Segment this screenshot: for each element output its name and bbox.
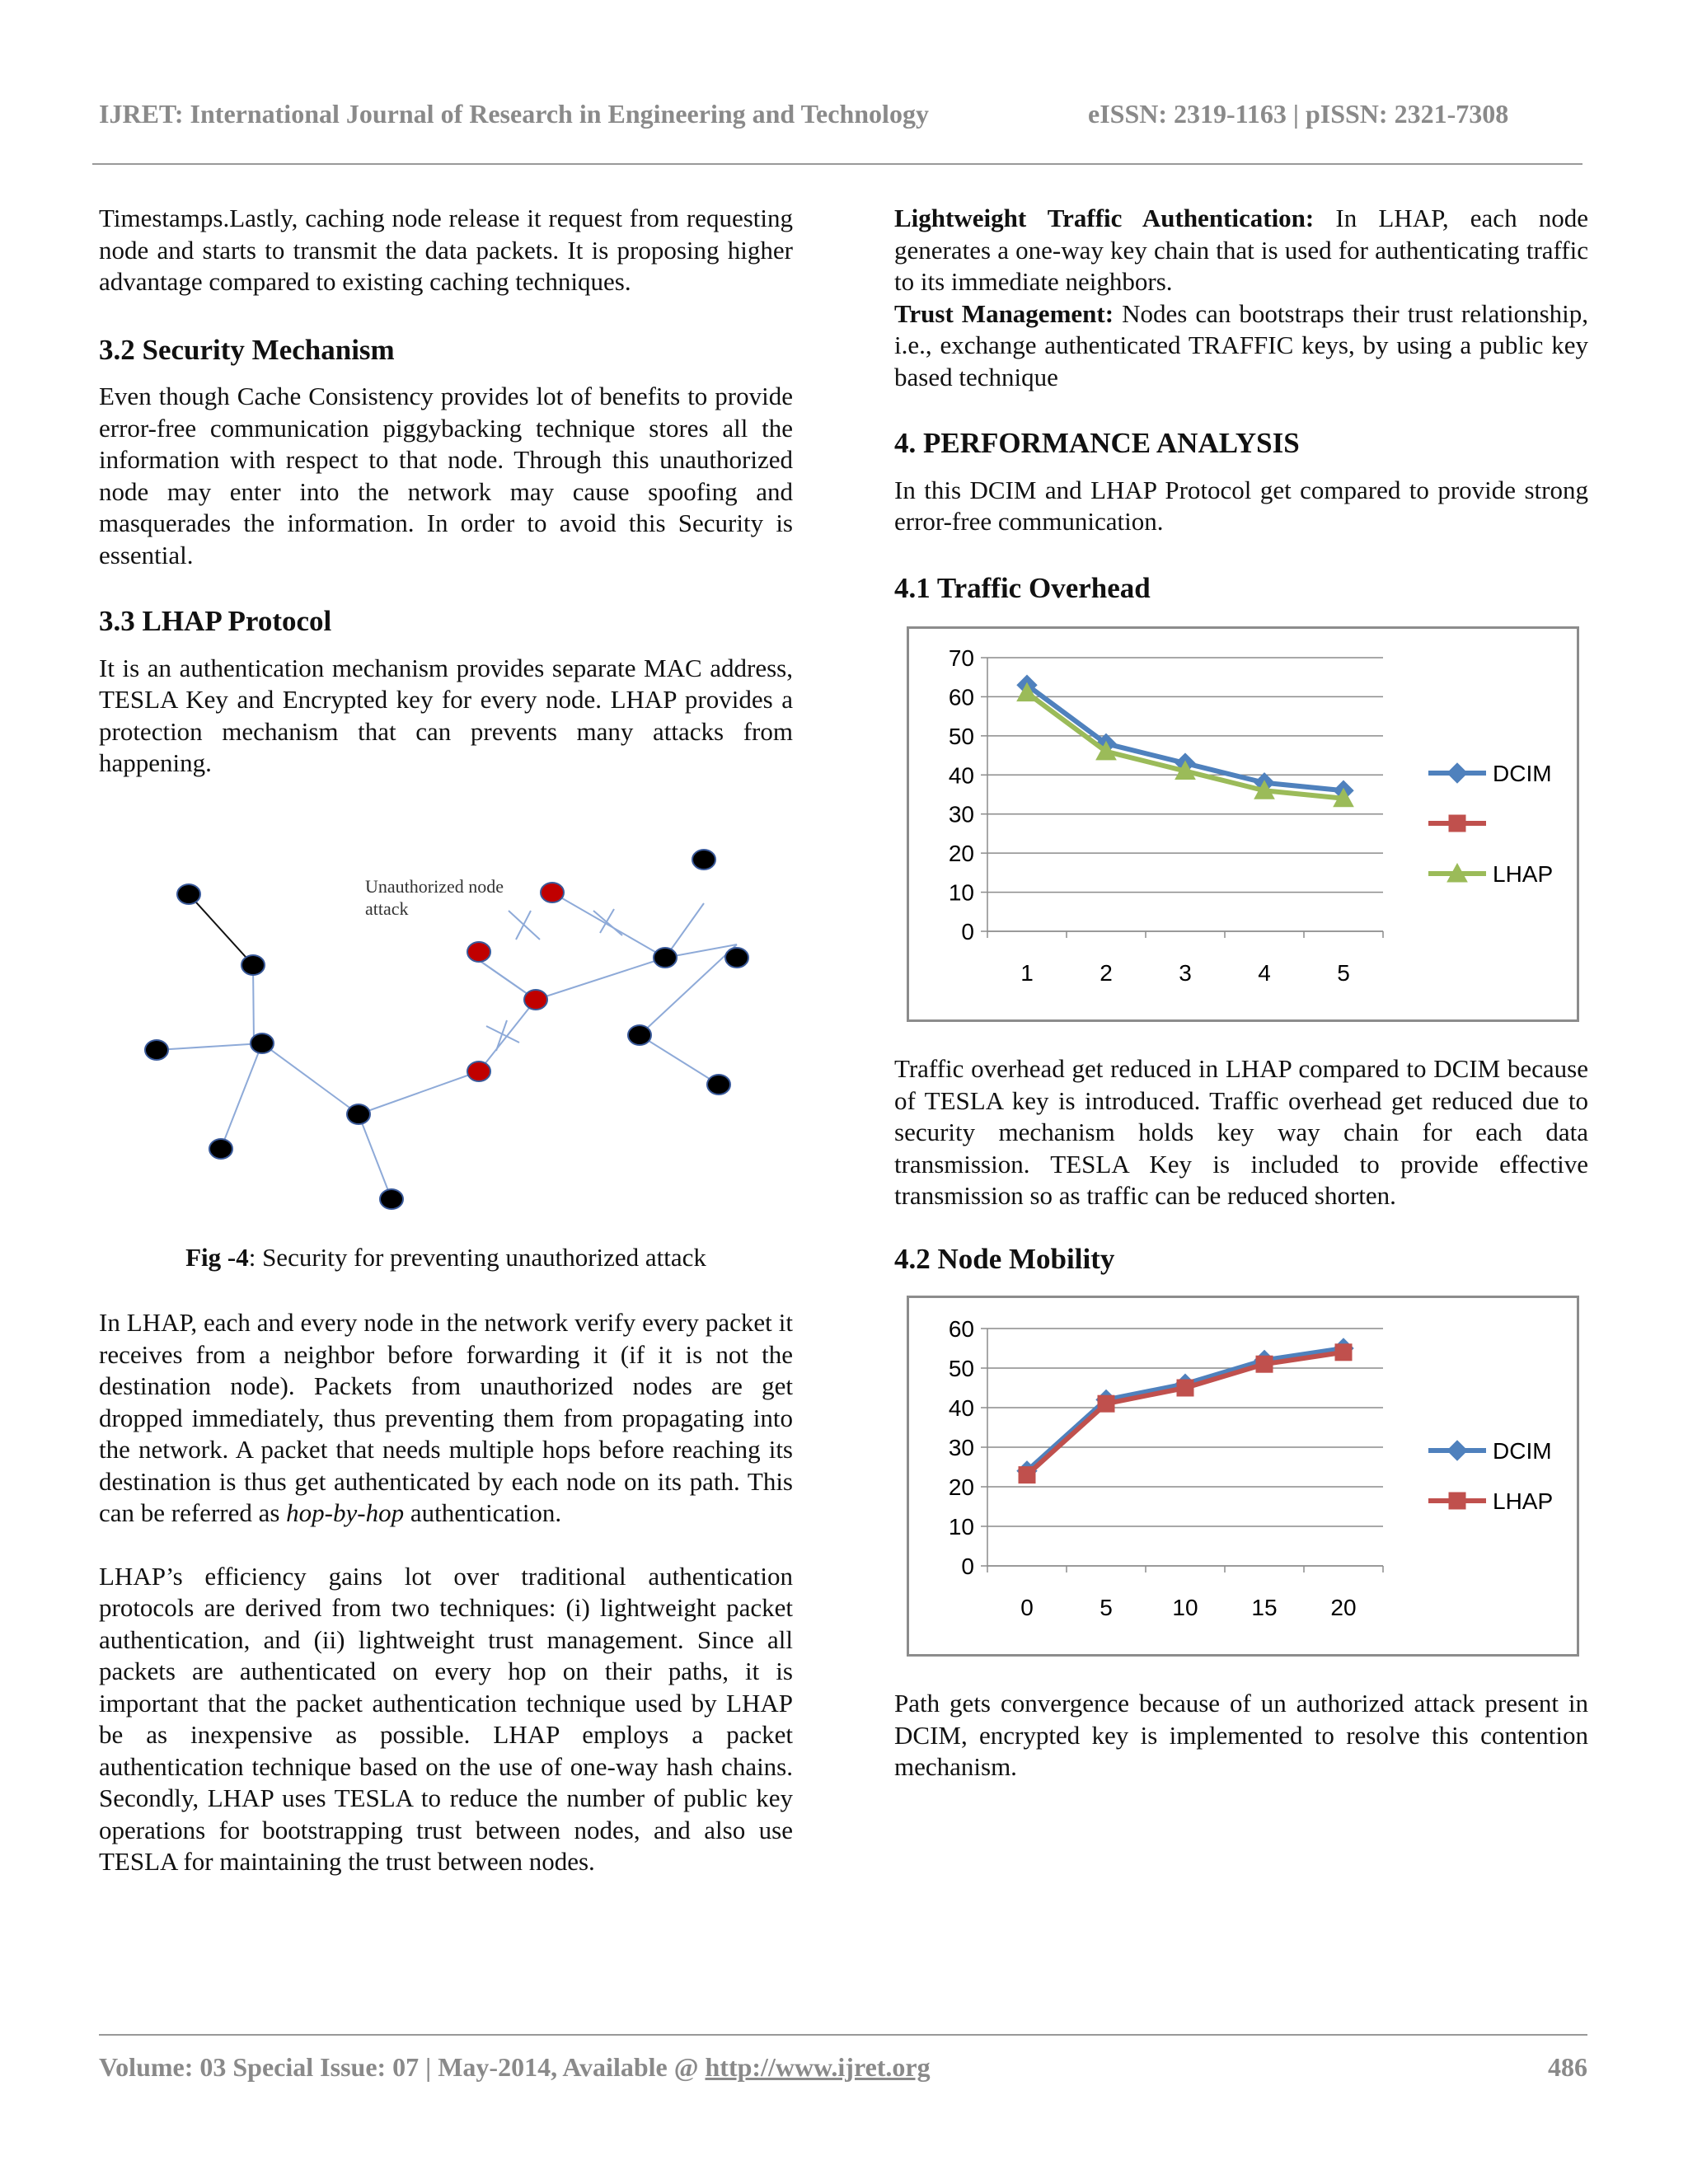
- y-tick-label: 30: [948, 1435, 974, 1460]
- malicious-node: [524, 990, 547, 1010]
- legend-marker: [1447, 763, 1467, 783]
- series-line-lhap: [1027, 1352, 1343, 1475]
- x-tick-label: 15: [1251, 1595, 1278, 1620]
- y-tick-label: 40: [948, 762, 974, 789]
- y-tick-label: 20: [948, 841, 974, 867]
- left-column-top: [99, 203, 793, 780]
- x-tick-label: 4: [1258, 960, 1271, 986]
- node: [692, 850, 715, 869]
- trust-management-text: Nodes can bootstraps their trust relationship, i.e., exchange authenticated TRAFFIC keys, by using a public key based technique: [894, 298, 1588, 391]
- network-link-dark: [189, 894, 253, 965]
- footer-volume-text: Volume: 03 Special Issue: 07 | May-2014, Available @: [99, 2052, 706, 2082]
- y-tick-label: 60: [948, 684, 974, 710]
- paragraph-trust-management: [894, 298, 1588, 394]
- paragraph-hop-text-a: In LHAP, each and every node in the network verify every packet it receives from a neighbor before forwarding it (if it is not the destination node). Packets from unauthorized nodes are get dropped immediately, thus preventing them from propagating into the network. A packet that needs multiple hops before reaching its destination is thus get authenticated by each node on its path. This can be referred as: [99, 1308, 793, 1527]
- journal-title: IJRET: International Journal of Research in Engineering and Technology: [99, 99, 929, 129]
- traffic-overhead-chart: [909, 629, 1577, 1019]
- malicious-node: [467, 1062, 490, 1081]
- y-tick-label: 30: [948, 801, 974, 827]
- paragraph-hop-text-b: authentication.: [404, 1498, 562, 1527]
- node-mobility-chart: [909, 1298, 1577, 1654]
- network-nodes: [145, 850, 748, 1209]
- x-tick-label: 3: [1179, 960, 1192, 986]
- paragraph-efficiency: LHAP’s efficiency gains lot over traditional authentication protocols are derived from two techniques: (i) lightweight packet authentication, and (ii) lightweight trust management. Since all packets are authenticated on every hop on their paths, it is important that the packet authentication technique used by LHAP be as inexpensive as possible. LHAP employs a packet authentication technique based on the use of one-way hash chains. Secondly, LHAP uses TESLA to reduce the number of public key operations for bootstrapping trust between nodes, and also use TESLA for maintaining the trust between nodes.: [99, 1561, 793, 1876]
- paragraph-hop-by-hop: [99, 1307, 793, 1530]
- heading-node-mobility: 4.2 Node Mobility: [894, 1242, 1115, 1275]
- page-number: 486: [1548, 2052, 1587, 2082]
- legend-label: LHAP: [1493, 861, 1554, 887]
- node: [347, 1104, 370, 1124]
- x-tick-label: 5: [1100, 1595, 1113, 1620]
- node-mobility-chart-frame: [907, 1296, 1579, 1657]
- x-tick-label: 10: [1172, 1595, 1198, 1620]
- y-tick-label: 0: [961, 1554, 974, 1579]
- x-tick-label: 0: [1020, 1595, 1034, 1620]
- footer-rule: [99, 2034, 1587, 2036]
- heading-performance-analysis: 4. PERFORMANCE ANALYSIS: [894, 427, 1300, 459]
- malicious-node: [467, 942, 490, 962]
- heading-lhap-protocol: 3.3 LHAP Protocol: [99, 605, 332, 637]
- y-tick-label: 40: [948, 1395, 974, 1421]
- y-tick-label: 10: [948, 879, 974, 906]
- heading-traffic-overhead: 4.1 Traffic Overhead: [894, 571, 1151, 604]
- data-point-lhap: [1098, 1395, 1114, 1412]
- paragraph-caching: Timestamps.Lastly, caching node release it request from requesting node and starts to transmit the data packets. It is proposing higher advantage compared to existing caching techniques.: [99, 204, 793, 296]
- data-point-lhap: [1335, 1344, 1352, 1361]
- y-tick-label: 70: [948, 645, 974, 671]
- node: [177, 884, 200, 904]
- y-tick-label: 50: [948, 723, 974, 749]
- x-tick-label: 20: [1330, 1595, 1357, 1620]
- network-diagram: [132, 832, 775, 1212]
- data-point-lhap: [1019, 1467, 1035, 1483]
- node: [145, 1040, 168, 1060]
- y-tick-label: 60: [948, 1316, 974, 1342]
- node: [241, 955, 265, 975]
- paragraph-performance: In this DCIM and LHAP Protocol get compared to provide strong error-free communication.: [894, 475, 1588, 536]
- node: [380, 1189, 403, 1209]
- node: [654, 948, 677, 968]
- node: [628, 1025, 651, 1045]
- legend-label: LHAP: [1493, 1488, 1554, 1514]
- series-line-dcim: [1027, 1348, 1343, 1471]
- right-column-bottom: [894, 1688, 1588, 1783]
- right-column-middle: [894, 1053, 1588, 1275]
- running-footer: [99, 2052, 1587, 2083]
- y-tick-label: 50: [948, 1356, 974, 1381]
- legend-marker: [1449, 1493, 1465, 1509]
- paragraph-lightweight-auth: [894, 203, 1588, 298]
- y-tick-label: 10: [948, 1514, 974, 1540]
- paragraph-node-mobility: Path gets convergence because of un authorized attack present in DCIM, encrypted key is implemented to resolve this contention mechanism.: [894, 1689, 1588, 1781]
- network-links: [157, 893, 737, 1199]
- data-point-lhap: [1256, 1356, 1273, 1372]
- figure-caption: [99, 1243, 793, 1272]
- node: [725, 948, 748, 968]
- traffic-overhead-chart-frame: [907, 626, 1579, 1022]
- figure-label-line1: Unauthorized node: [365, 876, 504, 897]
- trust-management-term: Trust Management:: [894, 298, 1114, 328]
- figure-caption-text: : Security for preventing unauthorized attack: [248, 1243, 706, 1272]
- x-tick-label: 2: [1100, 960, 1113, 986]
- left-column-bottom: [99, 1307, 793, 1878]
- data-point-lhap: [1177, 1380, 1193, 1396]
- paragraph-lhap-intro: It is an authentication mechanism provides separate MAC address, TESLA Key and Encrypted key for every node. LHAP provides a protection mechanism that can prevents many attacks from happening.: [99, 653, 793, 777]
- y-tick-label: 0: [961, 919, 974, 944]
- figure-caption-label: Fig -4: [185, 1243, 249, 1272]
- paragraph-traffic-overhead: Traffic overhead get reduced in LHAP compared to DCIM because of TESLA key is introduced. Traffic overhead get reduced due to security mechanism holds key way chain for each data transmission. TESLA Key is included to provide effective transmission so as traffic can be reduced shorten.: [894, 1054, 1588, 1210]
- legend-marker: [1447, 1441, 1467, 1460]
- lightweight-auth-text: In LHAP, each node generates a one-way key chain that is used for authenticating traffic to its immediate neighbors.: [894, 204, 1588, 296]
- issn-info: eISSN: 2319-1163 | pISSN: 2321-7308: [1088, 99, 1509, 129]
- x-tick-label: 1: [1020, 960, 1034, 986]
- hop-by-hop-term: hop-by-hop: [286, 1498, 405, 1527]
- x-tick-label: 5: [1337, 960, 1350, 986]
- figure-label-line2: attack: [365, 898, 409, 919]
- legend-label: DCIM: [1493, 761, 1552, 786]
- legend-marker: [1449, 815, 1465, 832]
- series-line-lhap: [1027, 693, 1343, 799]
- malicious-node: [541, 883, 564, 902]
- node: [209, 1139, 232, 1159]
- heading-security-mechanism: 3.2 Security Mechanism: [99, 333, 395, 366]
- right-column-top: [894, 203, 1588, 604]
- y-tick-label: 20: [948, 1474, 974, 1500]
- lightweight-auth-term: Lightweight Traffic Authentication:: [894, 204, 1315, 232]
- node: [707, 1075, 730, 1094]
- node: [251, 1033, 274, 1053]
- legend-label: DCIM: [1493, 1438, 1552, 1464]
- paragraph-security: Even though Cache Consistency provides lot of benefits to provide error-free communication piggybacking technique stores all the information with respect to that node. Through this unauthorized node may enter into the network may cause spoofing and masquerades the information. In order to avoid this Security is essential.: [99, 382, 793, 569]
- header-rule: [92, 163, 1582, 165]
- footer-link[interactable]: http://www.ijret.org: [705, 2052, 931, 2082]
